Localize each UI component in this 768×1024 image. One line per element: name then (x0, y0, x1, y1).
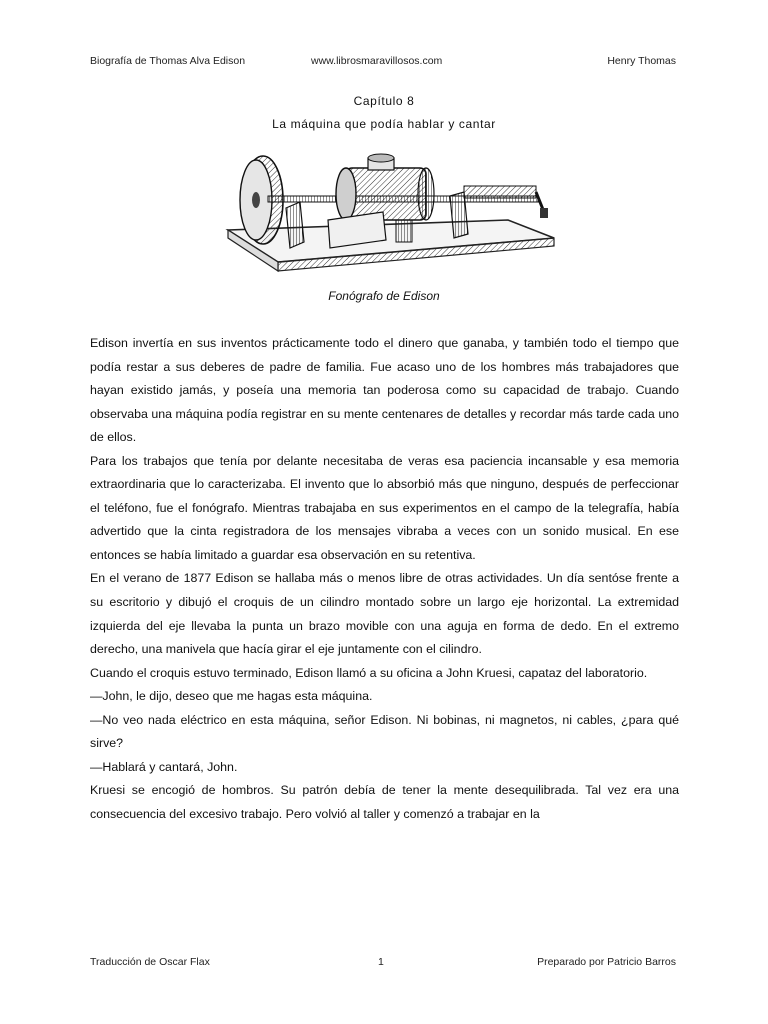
page-number: 1 (378, 956, 384, 968)
paragraph: Para los trabajos que tenía por delante necesitaba de veras esa paciencia incansable y esa memoria extraordinaria que lo caracterizaba. El invento que lo absorbió más que ninguno, después de perfeccionar el teléfono, fue el fonógrafo. Mientras trabajaba en sus experimentos en el campo de la telegrafía, había advertido que la cinta registradora de los mensajes vibraba a veces con un sonido musical. En ese entonces se había limitado a guardar esa observación en su retentiva. (90, 453, 679, 562)
chapter-number: Capítulo 8 (353, 94, 415, 108)
header-website: www.librosmaravillosos.com (311, 55, 443, 67)
paragraph: Edison invertía en sus inventos prácticamente todo el dinero que ganaba, y también todo el tiempo que podía restar a sus deberes de padre de familia. Fue acaso uno de los hombres más trabajadores que hayan existido jamás, y poseía una memoria tan poderosa como su capacidad de trabajo. Cuando observaba una máquina podía registrar en su mente centenares de detalles y recordar más tarde cada uno de ellos. (90, 336, 679, 445)
phonograph-drawing (218, 150, 558, 280)
page-header (90, 55, 676, 69)
phonograph-illustration (218, 150, 558, 280)
figure-caption: Fonógrafo de Edison (328, 289, 440, 303)
paragraph: En el verano de 1877 Edison se hallaba más o menos libre de otras actividades. Un día sentóse frente a su escritorio y dibujó el croquis de un cilindro montado sobre un largo eje horizontal. La extremidad izquierda del eje llevaba la punta un brazo movible con una aguja en forma de dedo. En el extremo derecho, una manivela que hacía girar el eje juntamente con el cilindro. (90, 571, 679, 657)
page-footer (90, 956, 676, 970)
footer-translator: Traducción de Oscar Flax (90, 956, 210, 968)
paragraph: Kruesi se encogió de hombros. Su patrón debía de tener la mente desequilibrada. Tal vez era una consecuencia del excesivo trabajo. Pero volvió al taller y comenzó a trabajar en la (90, 783, 679, 821)
header-book-title: Biografía de Thomas Alva Edison (90, 55, 246, 67)
footer-prepared-by: Preparado por Patricio Barros (537, 956, 676, 968)
chapter-body (90, 332, 679, 826)
dialogue-line: —No veo nada eléctrico en esta máquina, señor Edison. Ni bobinas, ni magnetos, ni cables, ¿para qué sirve? (90, 712, 679, 751)
header-author: Henry Thomas (607, 55, 676, 67)
dialogue-line: —John, le dijo, deseo que me hagas esta máquina. (90, 689, 373, 704)
paragraph: Cuando el croquis estuvo terminado, Edison llamó a su oficina a John Kruesi, capataz del laboratorio. (90, 665, 648, 680)
dialogue-line: —Hablará y cantará, John. (90, 759, 238, 774)
chapter-title: La máquina que podía hablar y cantar (272, 117, 496, 131)
